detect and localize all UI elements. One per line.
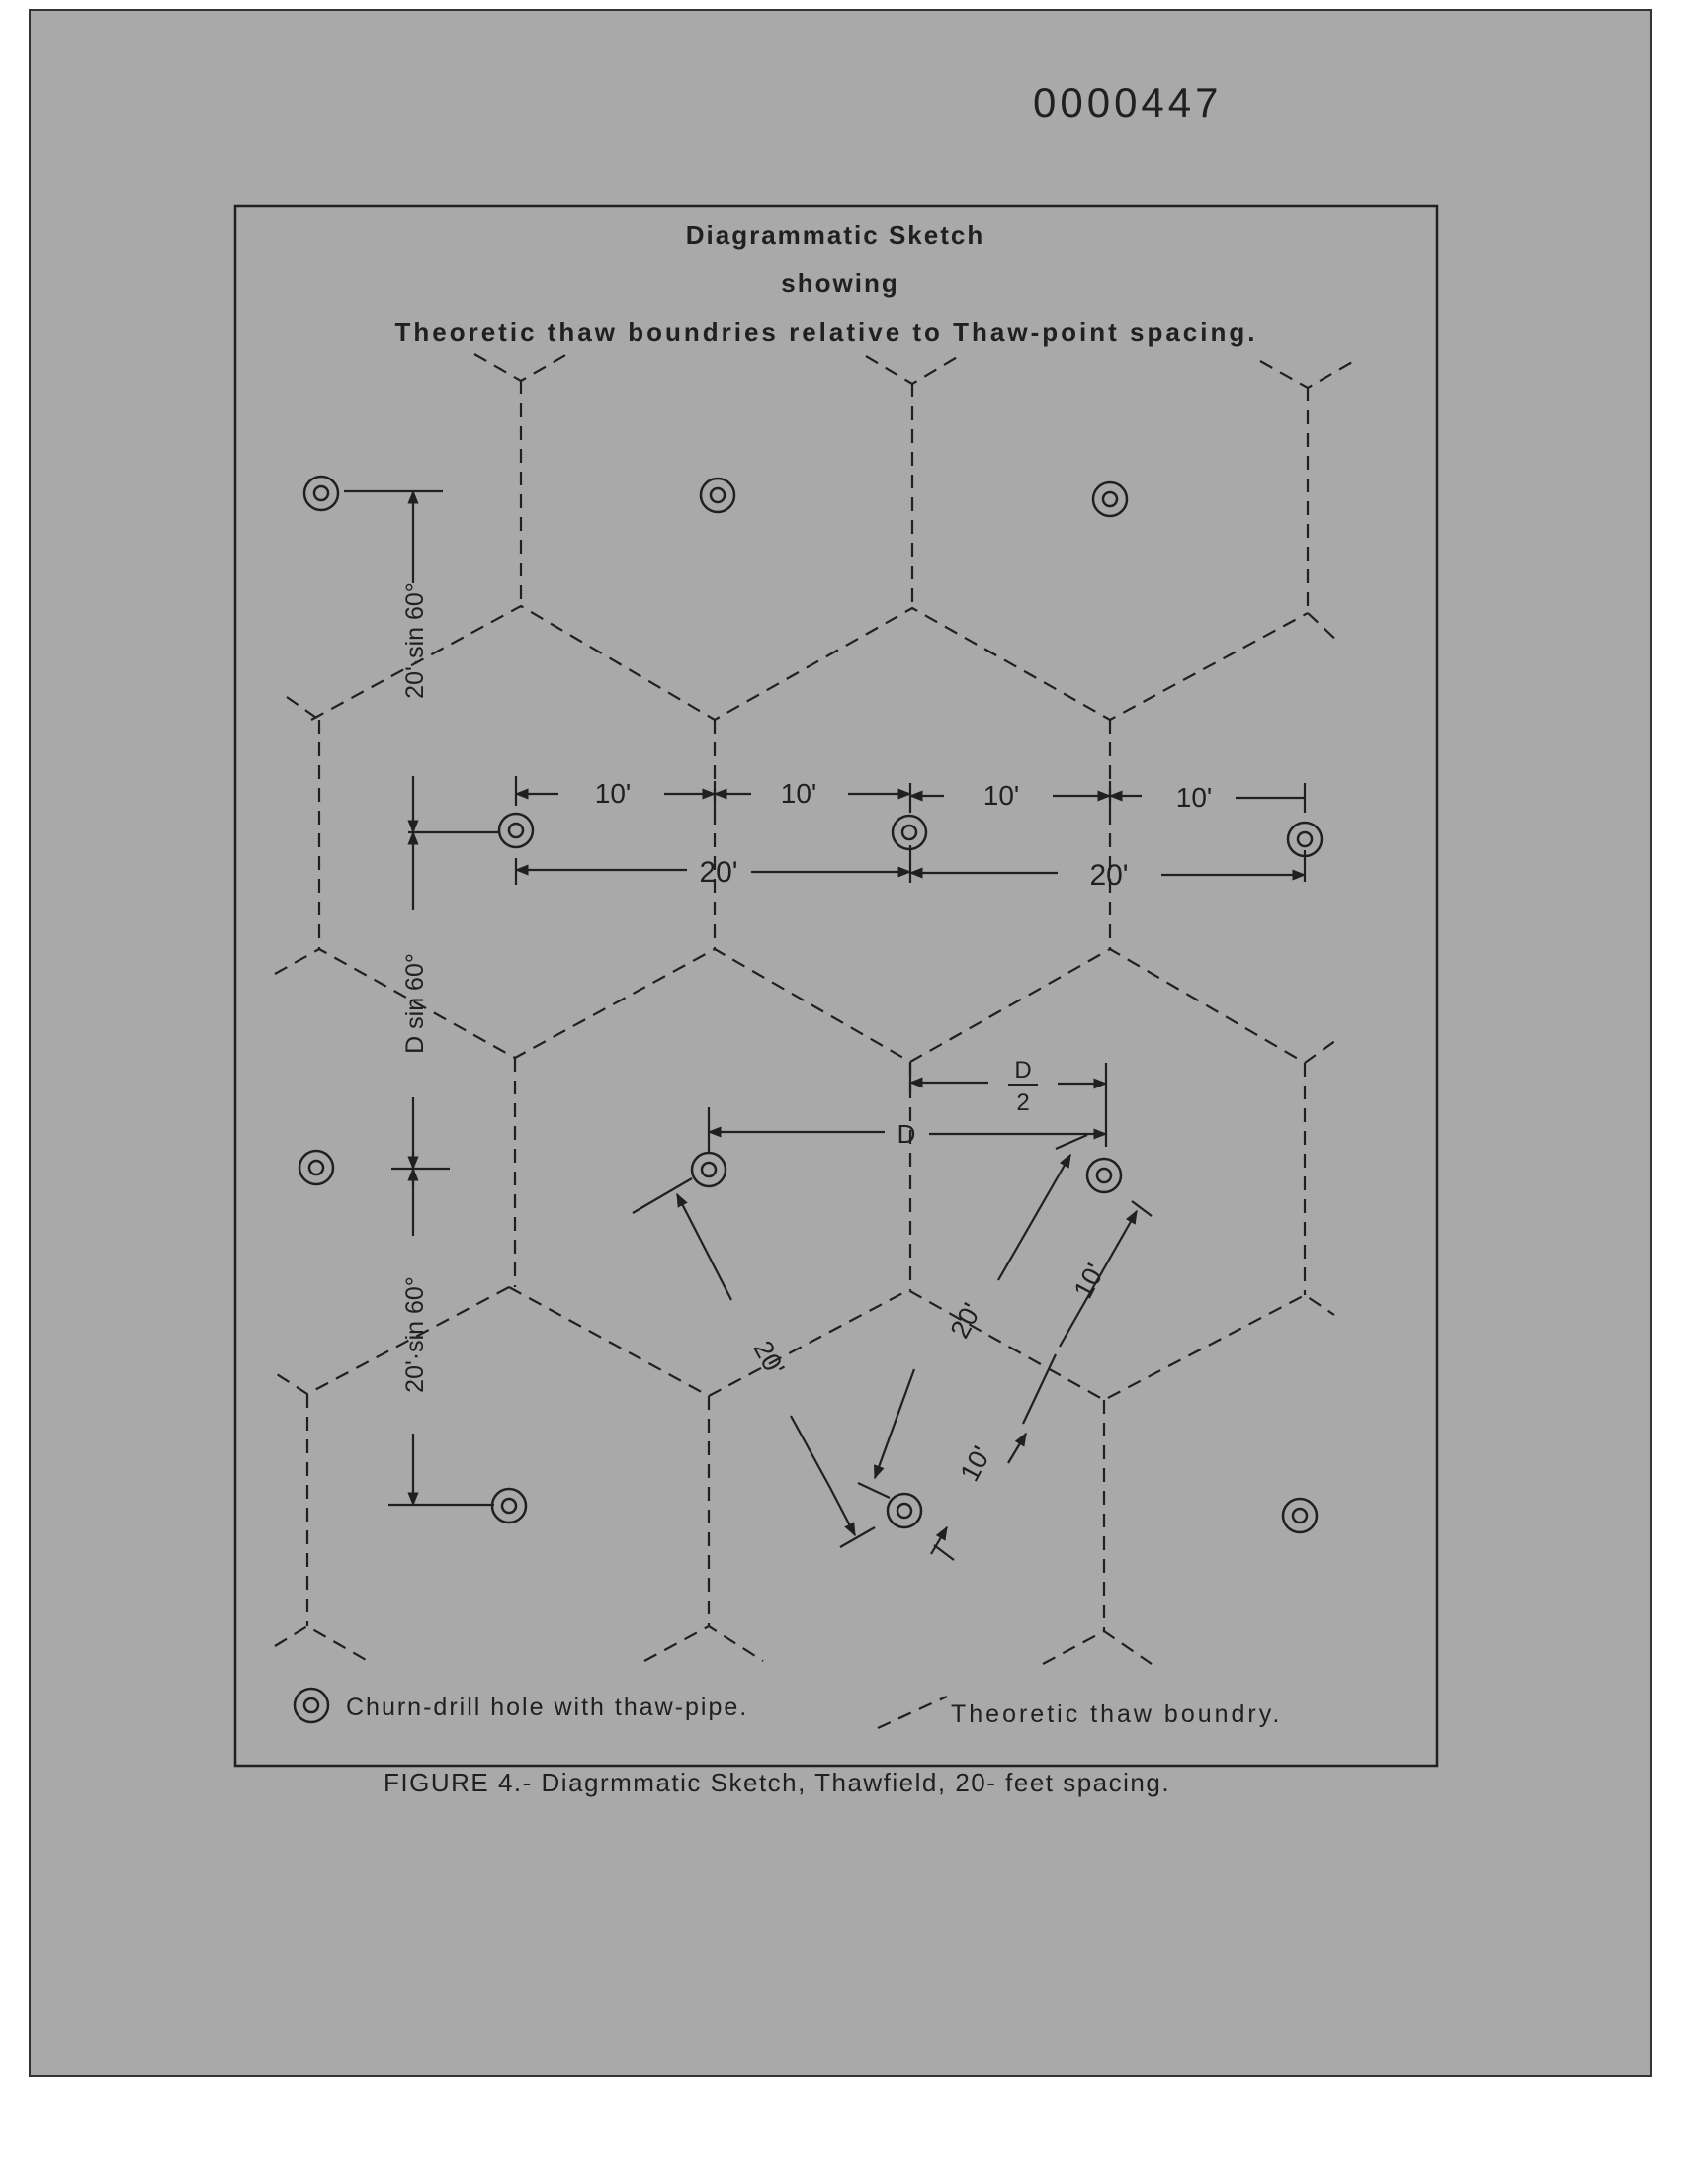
diagram-subtitle: showing <box>781 268 899 298</box>
dim-label-diag-10ft: 10' <box>954 1441 997 1487</box>
figure-caption: FIGURE 4.- Diagrmmatic Sketch, Thawfield, 20- feet spacing. <box>384 1768 1171 1797</box>
dim-label-20-sin60-upper: 20'·sin 60° <box>401 582 429 699</box>
diagram-title: Diagrammatic Sketch <box>685 220 985 250</box>
dim-label-10ft: 10' <box>982 780 1020 811</box>
dim-label-d-half-numerator: D <box>1014 1057 1032 1084</box>
dim-label-d: D <box>897 1119 916 1149</box>
dim-label-10ft: 10' <box>594 778 632 809</box>
legend-hole-label: Churn-drill hole with thaw-pipe. <box>346 1694 749 1721</box>
diagram-heading: Theoretic thaw boundries relative to Thaw-point spacing. <box>394 317 1258 347</box>
dim-label-diag-20ft: 20' <box>747 1336 791 1381</box>
dim-label-diag-10ft: 10' <box>1068 1259 1111 1304</box>
dim-label-20ft: 20' <box>699 856 738 889</box>
dim-label-d-half-denominator: 2 <box>1016 1089 1030 1116</box>
dim-label-diag-20ft: 20' <box>944 1298 987 1344</box>
dim-label-10ft: 10' <box>780 778 817 809</box>
legend-boundary-label: Theoretic thaw boundry. <box>951 1700 1283 1728</box>
dim-label-20ft: 20' <box>1089 859 1129 892</box>
dim-label-d-sin60: D sin 60° <box>401 953 429 1054</box>
dim-label-10ft: 10' <box>1175 782 1213 813</box>
dim-label-20-sin60-lower: 20'·sin 60° <box>401 1276 429 1393</box>
document-number: 0000447 <box>1033 79 1223 126</box>
